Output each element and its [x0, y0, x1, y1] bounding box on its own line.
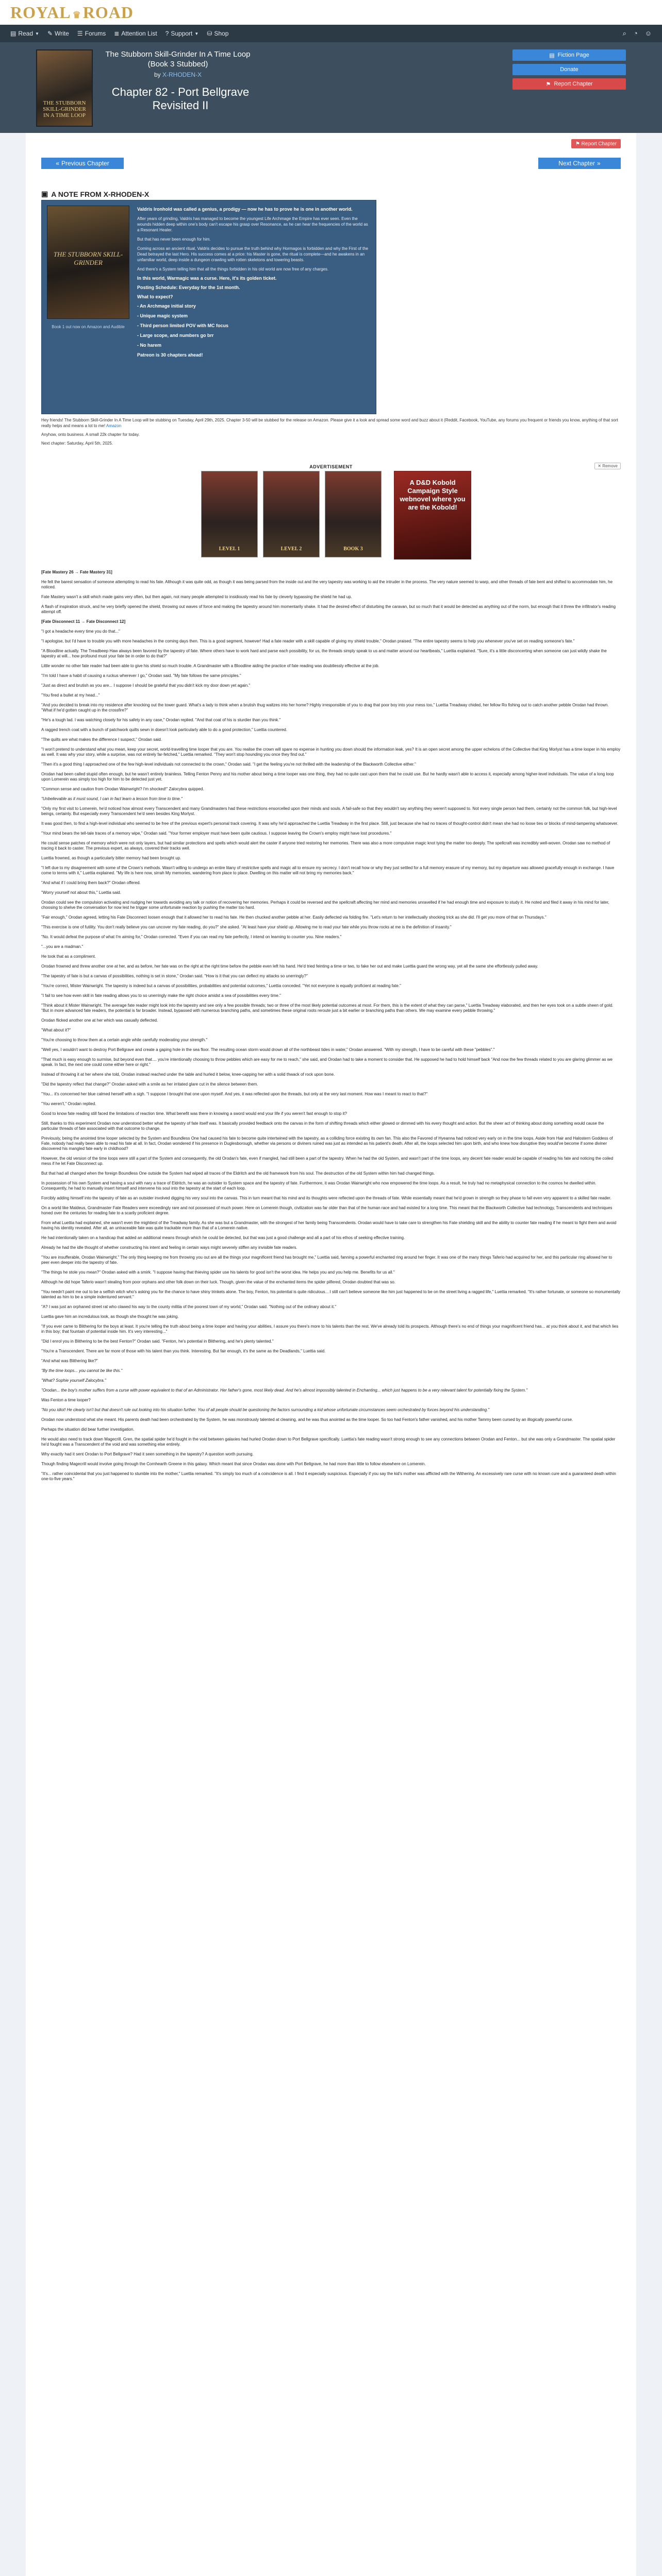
chapter-paragraph: "I fail to see how even skill in fate reading allows you to so unerringly make the right choice amidst a sea of possibilities every time."	[41, 993, 282, 998]
chapter-paragraph: On a world like Maldeus, Grandmaster Fate Readers were exceedingly rare and not possessed of much power. Here on Lomerein though, civilization was far older than that of the human race and had existed for a long time. This meant that the Blackworth Collective had technology, Transcendents and techniques honed over the centuries for reading fate to a scarily proficient degree.	[41, 1206, 613, 1215]
system-message: [Fate Disconnect 11 → Fate Disconnect 12]	[41, 619, 126, 624]
chapter-paragraph: "And what was Blithering like?"	[41, 1359, 98, 1363]
chapter-paragraph: "Common sense and caution from Orodan Wainwright? I'm shocked!" Zalocybra quipped.	[41, 787, 204, 791]
chapter-paragraph: "Worry yourself not about this," Luettia said.	[41, 890, 121, 895]
note-expect-list	[137, 303, 369, 348]
report-chapter-button[interactable]: ⚑ Report Chapter	[512, 78, 626, 90]
chapter-paragraph: "No. It would defeat the purpose of what I'm aiming for," Orodan corrected. "Even if you can read my fate perfectly, I intend on learning to counter you. Nine readers."	[41, 935, 342, 939]
chapter-paragraph: "That much is easy enough to surmise, but beyond even that.... you're intentionally choosing to throw pebbles which are easy for me to reach," she said, and Orodan had to take a moment to consider that. He supposed he had to hold himself back "And now the few threads related to you are glaring glimmer as we speak. In fact, the next one could come either here or right."	[41, 1057, 613, 1067]
chapter-paragraph: Was Fenton a time looper?	[41, 1398, 91, 1402]
chapter-paragraph: He felt the barest sensation of someone attempting to read his fate. Although it was quite odd, as though it was being parsed from the inside out and the very tapestry was working to aid the intruder in the process. The very nature seemed to warp, and other threads of fate bent and shifted to accommodate him, he noticed.	[41, 580, 613, 589]
note-paragraph: But that has never been enough for him.	[137, 237, 211, 242]
nav-forums[interactable]: ☰ Forums	[77, 30, 106, 37]
user-icon[interactable]: ☺	[644, 29, 652, 37]
chapter-paragraph: "And you decided to break into my residence after knocking out the tower guard. What's a lady to think when a brutish thug waltzes into her home? Highly irresponsible of you to drag that poor boy into your mess too," Luettia Treadway chided, her fellow Ro fishing out to catch another pebble Orodan had thrown. "What if he'd gotten caught up in the crossfire?"	[41, 703, 609, 713]
chapter-paragraph: Good to know fate reading still faced the limitations of reaction time. What benefit was there in knowing a sword would end your life if you weren't fast enough to stop it?	[41, 1111, 347, 1116]
chapter-paragraph: "The tapestry of fate is but a canvas of possibilities, nothing is set in stone," Orodan said. "How is it that you can deflect my attacks so unerringly?"	[41, 974, 308, 978]
after-note-paragraph: Anyhow, onto business. A small 22k chapter for today.	[41, 432, 140, 437]
chapter-paragraph: A ragged trench coat with a bunch of patchwork quilts sewn in doesn't look particularly able to do a good protection," Luettia countered.	[41, 727, 288, 732]
chapter-paragraph: "Just as direct and brutish as you are... I suppose I should be grateful that you didn't kick my door down yet again."	[41, 683, 251, 688]
chapter-paragraph: Forcibly adding himself into the tapestry of fate as an outsider involved digging his very soul into the canvas. This in turn meant that his mind and its thoughts were reflected upon the threads of fate. While essentially meant that he'd grown in strength so they phase to fall even very apparent to a skilled fate reader.	[41, 1196, 611, 1200]
bell-icon[interactable]: ◔	[633, 29, 638, 37]
chapter-paragraph: "Only my first visit to Lomerein, he'd noticed how almost every Transcendent and many Grandmasters had these restrictions ensorcelled upon their minds and souls. A fail-safe so that they wouldn't say anything they weren't supposed to. Not every single person had them, certainly not the common folk, but high-level beings, certainly. But especially every Transcendent he'd seen besides King Morlyst.	[41, 806, 617, 816]
chapter-paragraph: In possession of his own System and having a soul with nary a trace of Eldritch, he was an outsider to System space and the tapestry of fate. Furthermore, it was Orodan Wainwright who now empowered the time loops. As a result, he truly had no metaphysical connection to the cosmos he dwelled within. Consequently, he had to manually insert himself and intervene his soul into the tapestry at the start of each loop.	[41, 1181, 597, 1191]
ad-banner[interactable]: A D&D Kobold Campaign Style webnovel where you are the Kobold!	[394, 471, 471, 560]
fiction-cover[interactable]	[36, 49, 93, 127]
chapter-paragraph: "I got a headache every time you do that..."	[41, 629, 120, 634]
chapter-paragraph: He had intentionally taken on a handicap that added an additional means through which he could be detected, but that was just a good challenge and all a part of his ethos of seeking effective training.	[41, 1235, 405, 1240]
ad-book-cover[interactable]: LEVEL 2	[263, 471, 320, 557]
search-icon[interactable]: ⌕	[622, 29, 626, 37]
promo-image-subcaption: Book 1 out now on Amazon and Audible	[52, 325, 125, 329]
system-message: [Fate Mastery 26 → Fate Mastery 31]	[41, 570, 112, 574]
note-patreon[interactable]: Patreon is 30 chapters ahead!	[137, 352, 203, 358]
remove-ad-button[interactable]: ✕ Remove	[594, 463, 621, 469]
chapter-title: Chapter 82 - Port Bellgrave Revisited II	[111, 86, 250, 112]
author-note	[41, 200, 376, 414]
book-promo-image[interactable]	[47, 206, 129, 329]
chapter-paragraph: Fate Mastery wasn't a skill which made gains very often, but then again, not many people attempted to insidiously read his fate by cleverly bypassing the shield he had up.	[41, 595, 352, 599]
close-icon: ✕	[598, 464, 603, 468]
chapter-paragraph: "You're choosing to throw them at a certain angle while carefully moderating your strength."	[41, 1038, 208, 1042]
fiction-actions	[512, 49, 626, 90]
chapter-paragraph: Luettia frowned, as though a particularly bitter memory had been brought up.	[41, 856, 181, 860]
chapter-paragraph: "He's a tough lad. I was watching closely for his safety in any case," Orodan replied. "And that coat of his is sturdier than you think."	[41, 718, 281, 722]
after-note	[41, 417, 621, 449]
chapter-paragraph: Instead of throwing it at her where she told, Orodan instead reached under the table and hurled it below, knee-capping her with a solid thwack of rock upon bone.	[41, 1072, 335, 1077]
chapter-paragraph: "Orodan... the boy's mother suffers from a curse with power equivalent to that of an Administrator. Her father's gone, most likely dead. And he's almost impossibly talented in Enchanting... which just happens to be a very relevant talent for potentially fixing the System."	[41, 1388, 528, 1393]
promo-image-caption: THE STUBBORN SKILL-GRINDER	[53, 250, 123, 266]
chapter-paragraph: He could sense patches of memory which were not only layers, but had similar protections and spells which would alert the caster if anyone tried restoring her memories. There was also a more compulsive magic knot tying the matter too deeply. The spellcraft was incredibly well-woven. Orodan saw no method of tracing it back to caster. The previous expert, as always, covered their tracks well.	[41, 841, 610, 851]
amazon-link[interactable]: Amazon	[106, 423, 122, 428]
chapter-paragraph: "By the time loops... you cannot be like this."	[41, 1368, 123, 1373]
flag-icon: ⚑	[575, 141, 582, 147]
fiction-title[interactable]: The Stubborn Skill-Grinder In A Time Loop (Book 3 Stubbed)	[105, 50, 251, 69]
note-paragraph: Coming across an ancient ritual, Valdris decides to pursue the truth behind why Hormagos is forbidden and why the First of the Dead betrayed the last Hero. His success comes at a price: his Master is gone, the ritual is complete—and he awakens in an unfamiliar world, deep inside a dungeon crawling with rotten skeletons and towering beasts.	[137, 246, 369, 262]
nav-right	[623, 29, 652, 38]
chapter-paragraph: "A? I was just an orphaned street rat who clawed his way to the county militia of the poorest town of my world," Orodan said. "Nothing out of the ordinary about it."	[41, 1304, 337, 1309]
next-chapter-button[interactable]: Next Chapter »	[538, 158, 621, 169]
donate-button[interactable]: Donate	[512, 64, 626, 75]
chapter-paragraph: "And what if I could bring them back?" Orodan offered.	[41, 880, 141, 885]
chapter-paragraph: "You are insufferable, Orodan Wainwright." The only thing keeping me from throwing you out are all the things your magnificent friend has brought me," Luettia said, fanning a powerful enchanted ring around her finger. It was one of the many things Taferio had acquired for her, and this particular ring allowed her to peer even deeper into the tapestry of fate.	[41, 1255, 613, 1265]
chapter-paragraph: Although he did hope Taferio wasn't stealing from poor orphans and other folk down on their luck. Though, given the value of the enchanted items the spider pilfered, Orodan doubted that was so.	[41, 1280, 396, 1284]
chapter-paragraph: "No you idiot! He clearly isn't but that doesn't rule out looking into his situation further. You of all people should be questioning the factors surrounding a kid whose unfortunate circumstances seem orchestrated by forces beyond his understanding."	[41, 1408, 490, 1412]
note-tagline: In this world, Warmagic was a curse. Here, it's its golden ticket.	[137, 276, 277, 281]
chapter-paragraph: "Unbelievable as it must sound, I can in fact learn a lesson from time to time."	[41, 796, 183, 801]
chevron-right-icon: »	[597, 160, 601, 167]
author-prefix: by	[154, 71, 161, 78]
advertisement-label: ADVERTISEMENT	[309, 464, 353, 469]
list-item: - No harem	[137, 343, 162, 348]
note-paragraph: After years of grinding, Valdris has managed to become the youngest Life Archmage the Empire has ever seen. Even the wounds hidden deep within one's body can't escape his grasp over Resonance, as he can hear the frequencies of the world as a Resonant Healer.	[137, 216, 368, 232]
chapter-paragraph: A flash of inspiration struck, and he very briefly opened the shield, throwing out waves of force and making the tapestry around him momentarily shake. It had the desired effect of disturbing the caravan, but so much that it would be detected as anything out of the norm, but enough that it threw the infiltrator's reading attempt off.	[41, 604, 616, 614]
fiction-page-button[interactable]: ▤ Fiction Page	[512, 49, 626, 61]
logo-right: ROAD	[82, 3, 134, 22]
list-item: - Large scope, and numbers go brr	[137, 333, 214, 338]
chapter-paragraph: But that had all changed when the foreign Boundless One outside the System had wiped all traces of the Eldritch and the old framework from his soul. The destruction of the old System within him had changed things.	[41, 1171, 435, 1176]
crown-icon: ♛	[72, 9, 81, 20]
chapter-paragraph: "What? Sophie yourself Zalocybra."	[41, 1378, 106, 1383]
chapter-paragraph: Orodan had been called stupid often enough, but he wasn't entirely brainless. Telling Fenton Penny and his mother about being a time looper was one thing, they had no quite cast upon them that he could use. But he hardly wasn't able to access it, especially among higher-level individuals. The value of a long loop upon Lomerein was simply too high for him to be detected just yet.	[41, 772, 614, 782]
author-note-text	[137, 207, 369, 362]
book-icon: ▤	[10, 30, 16, 37]
fiction-header	[0, 42, 662, 133]
site-logo[interactable]	[10, 3, 134, 22]
chapter-paragraph: "You needn't paint me out to be a selfish witch who's asking you for the chance to have shiny trinkets alone. The boy, Fenton, his potential is quite ridiculous... I still can't believe someone like him just happened to be on the street living a ragged life," Luettia remarked. "It's rather fortunate, or someone so monumentally talented as him to be a simple indentured servant."	[41, 1290, 621, 1299]
chapter-paragraph: "Fair enough," Orodan agreed, letting his Fate Disconnect loosen enough that it allowed her to read his fate. He then chucked another pebble at her. Easily deflected via folding fire. "Let's return to her intellectually shocking trick as she did. I'll get you more of that on Thursdays."	[41, 915, 547, 920]
previous-chapter-button[interactable]: « Previous Chapter	[41, 158, 124, 169]
nav-support[interactable]: ? Support ▼	[165, 30, 199, 37]
chapter-paragraph: "The things he stole you mean?" Orodan asked with a smirk. "I suppose having that thieving spider use his talents for good isn't the worst idea. He helps you and you help me. Benefits for us all."	[41, 1270, 395, 1275]
ad-book-cover[interactable]: LEVEL 1	[201, 471, 258, 557]
nav-read[interactable]: ▤ Read ▼	[10, 30, 39, 37]
chapter-paragraph: He would also need to track down Magecrill. Gren, the spatial spider he'd fought in the void between galaxies had hurled Orodan down to Port Bellgrave specifically. Luettia's fate reading wasn't strong enough to see any connections between Orodan and Fenton... but she was only a Grandmaster. The spatial spider he'd fought was a Transcendent of the void and was something else entirely.	[41, 1437, 616, 1447]
chapter-paragraph: Little wonder no other fate reader had been able to give his shield so much trouble. A Grandmaster with a Bloodline aiding the practice of fate reading was doubtlessly effective at the job.	[41, 664, 379, 668]
chapter-paragraph: "Then it's a good thing I approached one of the few high-level individuals not connected to the crown," Orodan said. "I get the feeling you're not thrilled with the leadership of the Blackworth Collective either."	[41, 762, 416, 767]
after-note-paragraph: Hey friends! The Stubborn Skill-Grinder In A Time Loop will be stubbing on Tuesday, April 29th, 2025. Chapter 3-50 will be stubbed for the release on Amazon. Please give it a look and spread some word and buzz about it (Reddit, Facebook, YouTube, any forums you frequent or friends you know, anything of that sort really helps and means a lot to me! Amazon	[41, 418, 618, 428]
chapter-paragraph: It was good then, to find a high-level individual who seemed to be free of the previous expert's personal track covering. It was why he'd approached the Luettia Treadway in the first place. Still, just because she had no traces of thought-control didn't mean she had no loose ties or blocks of mind-tampering whatsoever.	[41, 821, 618, 826]
chapter-paragraph: "You... it's concerned her blue calmed herself with a sigh. "I suppose I brought that one upon myself. And yes, it was reflected upon the threads, but only at the very last moment. How was I meant to react to that?"	[41, 1092, 428, 1096]
help-icon: ?	[165, 30, 169, 37]
chapter-paragraph: "I apologise, but I'd have to trouble you with more headaches in the coming days then. This is a good segment, however! Had a fate reader with a skill capable of giving my shield trouble," Orodan praised. "The entire tapestry seems to help you whenever you've set on reading someone's fate."	[41, 639, 575, 643]
chapter-paragraph: Orodan could see the compulsion activating and nudging her towards avoiding any talk or notion of recovering her memories. Perhaps it could be reversed and the spellcraft affecting her mind and memories unravelled if he had enough time and exposure to study it. He noted and filed it away in his mind for later, choosing to shelve the conversation for now lest he trigger some unfortunate reaction by pushing the matter too hard.	[41, 900, 609, 910]
list-item: - Third person limited POV with MC focus	[137, 323, 229, 328]
chapter-paragraph: From what Luettia had explained, she wasn't even the mightiest of the Treadway family. As she was but a Grandmaster, with the strongest of her family being Transcendents. Orodan would have to take care to strengthen his Fate shielding skill and the ability to counter fate reading if he meant to fight them and avoid having his identity revealed. After all, an untraceable fate was quite trackable more than that of a Lomerein native.	[41, 1221, 617, 1230]
nav-write[interactable]: ✎ Write	[47, 30, 69, 37]
chapter-paragraph: "Your mind bears the tell-tale traces of a memory wipe," Orodan said. "Your former employer must have been quite cautious. I suppose leaving the Crown's employ might have lost procedures."	[41, 831, 392, 836]
chapter-paragraph: "You're a Transcendent. There are far more of those with his talent than you think. Interesting. But fair enough, it's the same as the Deadlands," Luettia said.	[41, 1349, 326, 1353]
note-schedule: Posting Schedule: Everyday for the 1st month.	[137, 285, 240, 290]
chapter-paragraph: "The quilts are what makes the difference I suspect," Orodan said.	[41, 737, 162, 742]
fiction-author	[103, 71, 253, 78]
chapter-paragraph: Still, thanks to this experiment Orodan now understood better what the tapestry of fate itself was. It basically provided feedback onto the canvas in the form of shifting threads which either glowed or dimmed with his every thought and action. But the sheer act of thinking about doing something would cause the particular threads of fate associated with that outcome to change.	[41, 1121, 604, 1131]
chapter-paragraph: Orodan frowned and threw another one at her, and as before, her fate was on the right at the right time before the pebble even left his hand. He'd tried feinting a time or two, to fake her out and make Luettia guard the wrong way, yet all the same she effortlessly pulled away.	[41, 964, 538, 969]
list-item: - Unique magic system	[137, 313, 188, 318]
chapter-paragraph: Orodan flicked another one at her which was casually deflected.	[41, 1018, 158, 1023]
chapter-paragraph: "If you ever came to Blithering for the boys at least. It you're telling the truth about being a time looper and having your abilities, I assure you there's more to his talents than the rest. We've already told its prospects. Although there's no end of things your magnificent friend has... at you think about it, and that which lies in this boy; that fountain of potential inside him. It's very interesting..."	[41, 1324, 619, 1334]
book-icon: ▤	[549, 52, 555, 59]
chapter-paragraph: "I'm told I have a habit of causing a ruckus wherever I go," Orodan said. "My fate follows the same principles."	[41, 673, 241, 678]
chevron-left-icon: «	[56, 160, 59, 167]
list-item: - An Archmage initial story	[137, 303, 196, 309]
list-icon: ≣	[114, 30, 120, 37]
author-note-heading: ▣ A NOTE FROM X-RHODEN-X	[41, 190, 150, 198]
chapter-paragraph: "You weren't," Orodan replied.	[41, 1101, 96, 1106]
chapter-paragraph: "I left due to my disagreement with some of the Crown's methods. Wasn't willing to undergo an entire litany of restrictive spells and magic all to ensure my secrecy. I don't recall how or why they just settled for a full memory erasure of my memory, but my departure was allowed gracefully enough in exchange. I have come to terms with it," Luettia explained. "My life is here now, sirrah My memories, wandering from place to place. Dwelling on this matter will not bring my memories back."	[41, 866, 615, 875]
chapter-paragraph: "What about it?"	[41, 1028, 71, 1032]
after-note-paragraph: Next chapter: Saturday, April 5th, 2025.	[41, 441, 113, 446]
chapter-content	[41, 570, 621, 1486]
bookmark-icon: ▣	[41, 190, 48, 198]
logo-left: ROYAL	[10, 3, 71, 22]
chapter-paragraph: "Well yes, I wouldn't want to destroy Port Bellgrave and create a gaping hole in the sea floor. The resulting ocean storm would drown all of the northbeast tides in water," Orodan answered. "With my strength, I have to be careful with these "pebbles"."	[41, 1047, 495, 1052]
chevron-down-icon: ▼	[194, 31, 199, 36]
chapter-paragraph: "A Bloodline actually. The Treadbeep Haw always been favored by the tapestry of fate. Where others have to work hard and parse each possibility, for us, the threads simply speak to us and matter around our heartbeats," Luettia explained. "Sure, it's a little disconcerting when someone can just wildly shake the tapestry at will... how profound must your fate be in order to do that?"	[41, 649, 607, 658]
chevron-down-icon: ▼	[35, 31, 39, 36]
flag-icon: ⚑	[545, 81, 551, 88]
chapter-paragraph: "...you are a madman."	[41, 944, 84, 949]
chapter-paragraph: "Did the tapestry reflect that change?" Orodan asked with a smile as her irritated glare cut in the silence between them.	[41, 1082, 258, 1087]
chapter-paragraph: However, the old version of the time loops were still a part of the System and consequently, the old Orodan's fate, even if mangled, had still been a part of the tapestry. When he had the old System, and wasn't part of the time loops, any decent fate reader would be capable of reading his fate and noticing the coiled mess if he let Fate Disconnect up.	[41, 1156, 614, 1166]
chapter-card	[26, 133, 636, 2576]
cover-title: THE STUBBORN SKILL-GRINDER IN A TIME LOOP	[43, 100, 86, 118]
logo-bar	[0, 0, 662, 25]
pen-icon: ✎	[47, 30, 53, 37]
chapter-paragraph: Perhaps the situation did bear further investigation.	[41, 1427, 135, 1432]
chapter-paragraph: "You fired a bullet at my head..."	[41, 693, 100, 698]
chapter-paragraph: Why exactly had it sent Orodan to Port Bellgrave? Had it seen something in the tapestry? A question worth pursuing.	[41, 1452, 254, 1456]
chapter-paragraph: "Think about it Mister Wainwright. The average fate reader might look into the tapestry and see only a few possible threads; two or three of the most likely potential outcomes at most. For them, this is the extent of what they can parse," Luettia Treadway elaborated, and then her eyes took on a subtle sheen of gold. "But in more advanced fate readers, the potential is far broader. Instead, bypassed with numerous branching paths, and sometimes these original roots reroute just a bit earlier or branching paths than others. We may examine every pebble throwing."	[41, 1003, 614, 1013]
chat-icon: ☰	[77, 30, 83, 37]
advertisement[interactable]	[180, 471, 490, 560]
note-expect-heading: What to expect?	[137, 294, 173, 299]
chapter-paragraph: "It's... rather coincidental that you just happened to stumble into the mother," Luettia remarked. "It's simply too much of a coincidence is all. I find it especially suspicious. Especially if you say the kid's mother was afflicted with the Withering. An excessively rare curse with no known cure and a guaranteed death within one-to-five years."	[41, 1471, 616, 1481]
note-intro: Valdris Ironhold was called a genius, a prodigy — now he has to prove he is one in another world.	[137, 207, 353, 212]
chapter-paragraph: Orodan now understood what she meant. His parents death had been orchestrated by the System, he was monstrously talented at cleaning, and he was thus anointed as the time looper. So too had Fenton's father vanished, and his mother Tammy been cursed by an illogically powerful curse.	[41, 1417, 573, 1422]
chapter-paragraph: "Did I enrol you in Blithering to be the best Fenton?" Orodan said. "Fenton, he's potential in Blithering, and he's plenty talented."	[41, 1339, 274, 1344]
nav-attention-list[interactable]: ≣ Attention List	[114, 30, 157, 37]
author-link[interactable]: X-RHODEN-X	[162, 71, 202, 78]
chapter-paragraph: Already he had the idle thought of whether constructing his intent and feeling in certain ways might severely stiffen any invisible fate readers.	[41, 1245, 297, 1250]
chapter-paragraph: Luettia gave him an incredulous look, as though she thought he was joking.	[41, 1314, 179, 1319]
chapter-paragraph: Though finding Magecrill would involve going through the Cornhearth Greene in this galaxy. Which meant that since Orodan was done with Port Bellgrave, he had more than little to follow elsewhere on Lomerein.	[41, 1462, 426, 1466]
chapter-paragraph: He took that as a compliment.	[41, 954, 96, 959]
chapter-paragraph: Previously, being the anointed time looper selected by the System and Boundless One had caused his fate to become quite intertwined with the tapestry, as a colliding force existing its own fan. This also the Favored of Hyeanna had noticed very early on in the time loops. Aside from Hair and Halostern Goddess of Fate, nobody had really been able to read his fate at all. In fact, Orodan wondered if his presence in Duglesborough, whether via persons or diviners ruined was just as intended as his patient's death. After all, the loops selected him upon birth, and who knew how disruptive they would've become if some diviner discovered his mangled fate early in childhood?	[41, 1136, 613, 1151]
cart-icon: ⛁	[207, 30, 212, 37]
main-nav	[0, 25, 662, 42]
nav-shop[interactable]: ⛁ Shop	[207, 30, 229, 37]
chapter-paragraph: "This exercise is one of futility. You don't really believe you can uncover my fate reading, do you?" she asked. "At least have your shield up. Allowing me to read your fate while you throw rocks at me is the definition of insanity."	[41, 925, 452, 929]
note-paragraph: And there's a System telling him that all the things forbidden in his old world are now free of any charges.	[137, 267, 329, 272]
chapter-paragraph: "You're correct, Mister Wainwright. The tapestry is indeed but a canvas of possibilities, probabilities and potential outcomes," Luettia conceded. "Yet not everyone is equally proficient at reading fate."	[41, 984, 402, 988]
report-small-button[interactable]: ⚑ Report Chapter	[571, 139, 621, 148]
chapter-paragraph: "I won't pretend to understand what you mean, keep your secret, world-travelling time looper that you are. You realise the crown will spare no expense in hunting you down should the information leak, yes? It is an open secret among the upper echelons of the Collective that King Morlyst has a time looper in his employ as well. It was why your story, while a surprise, was not entirely far-fetched," Luettia remarked. "They won't stop hounding you once they find out."	[41, 747, 621, 757]
ad-book-cover[interactable]: BOOK 3	[325, 471, 382, 557]
